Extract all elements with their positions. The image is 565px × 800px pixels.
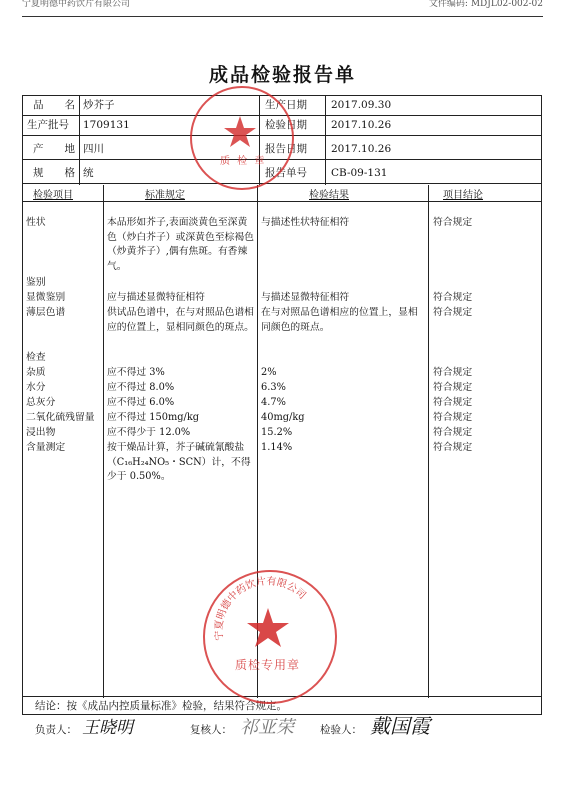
divider [79,96,80,185]
item-ash: 总灰分 [26,397,56,408]
origin: 四川 [83,143,104,155]
inspector-label: 检验人： [320,724,362,736]
conclusion-extract: 符合规定 [433,427,473,438]
result-moisture: 6.3% [261,382,286,393]
item-extract: 浸出物 [26,427,56,438]
item-microscopic: 显微鉴别 [26,292,66,303]
qc-stamp-bottom [203,570,337,704]
item-impurity: 杂质 [26,367,46,378]
stamp-company-text: 宁夏明德中药饮片有限公司 [213,576,308,641]
inspector-signature: 戴国霞 [370,714,430,738]
standard-extract: 应不得少于 12.0% [107,427,191,438]
item-inspection: 检查 [26,352,46,363]
standard-microscopic: 应与描述显微特征相符 [107,292,205,303]
batch-label: 生产批号 [27,119,69,131]
conclusion-so2: 符合规定 [433,412,473,423]
result-assay: 1.14% [261,442,293,453]
divider [428,185,429,698]
spec: 统 [83,167,94,179]
name-label: 品 名 [33,99,75,111]
result-ash: 4.7% [261,397,286,408]
conclusion-microscopic: 符合规定 [433,292,473,303]
result-impurity: 2% [261,367,277,378]
spec-label: 规 格 [33,167,75,179]
insp-date-label: 检验日期 [265,119,307,131]
insp-date: 2017.10.26 [331,119,392,131]
conclusion-ash: 符合规定 [433,397,473,408]
result-extract: 15.2% [261,427,293,438]
item-tlc: 薄层色谱 [26,307,66,318]
report-date-label: 报告日期 [265,143,307,155]
company-name: 宁夏明德中药饮片有限公司 [22,0,131,9]
conclusion-line: 结论：按《成品内控质量标准》检验，结果符合规定。 [23,696,541,714]
standard-ash: 应不得过 6.0% [107,397,175,408]
col-standard: 标准规定 [145,190,185,201]
document-code: 文件编码: MDJL02-002-02 [428,0,543,9]
result-so2: 40mg/kg [261,412,305,423]
standard-tlc: 供试品色谱中，在与对照品色谱相应的位置上，显相同颜色的斑点。 [107,307,254,333]
conclusion-tlc: 符合规定 [433,307,473,318]
origin-label: 产 地 [33,143,75,155]
item-so2: 二氧化硫残留量 [26,412,95,423]
responsible-label: 负责人： [35,724,77,736]
divider [325,96,326,185]
column-header-row [23,185,541,202]
standard-appearance: 本品形如芥子,表面淡黄色至深黄色（炒白芥子）或深黄色至棕褐色（炒黄芥子）,偶有焦斑。有香辣气。 [107,217,254,272]
qc-stamp-top: 质 检 章 [190,86,294,190]
result-tlc: 在与对照品色谱相应的位置上，显相同颜色的斑点。 [261,307,418,333]
result-microscopic: 与描述显微特征相符 [261,292,350,303]
batch-number: 1709131 [83,119,130,131]
divider [103,185,104,698]
conclusion-assay: 符合规定 [433,442,473,453]
standard-moisture: 应不得过 8.0% [107,382,175,393]
report-no: CB-09-131 [331,167,388,179]
conclusion-moisture: 符合规定 [433,382,473,393]
standard-so2: 应不得过 150mg/kg [107,412,200,423]
reviewer-signature: 祁亚荣 [240,717,294,738]
responsible-signature: 王晓明 [82,718,133,738]
standard-impurity: 应不得过 3% [107,367,165,378]
report-title: 成品检验报告单 [208,64,356,86]
page-header [22,0,543,17]
col-item: 检验项目 [33,190,73,201]
standard-assay: 按干燥品计算，芥子碱硫氰酸盐（C₁₆H₂₄NO₅・SCN）计，不得少于 0.50%。 [107,442,251,482]
stamp-text: 质检专用章 [235,658,301,672]
report-date: 2017.10.26 [331,143,392,155]
report-no-label: 报告单号 [265,167,307,179]
item-assay: 含量测定 [26,442,66,453]
reviewer-label: 复核人： [190,724,232,736]
item-moisture: 水分 [26,382,46,393]
result-appearance: 与描述性状特征相符 [261,217,350,228]
col-conclusion: 项目结论 [443,190,483,201]
col-result: 检验结果 [309,190,349,201]
item-identification: 鉴别 [26,277,46,288]
prod-date-label: 生产日期 [265,99,307,111]
conclusion-impurity: 符合规定 [433,367,473,378]
item-appearance: 性状 [26,217,46,228]
product-name: 炒芥子 [83,99,115,111]
prod-date: 2017.09.30 [331,99,392,111]
conclusion-appearance: 符合规定 [433,217,473,228]
